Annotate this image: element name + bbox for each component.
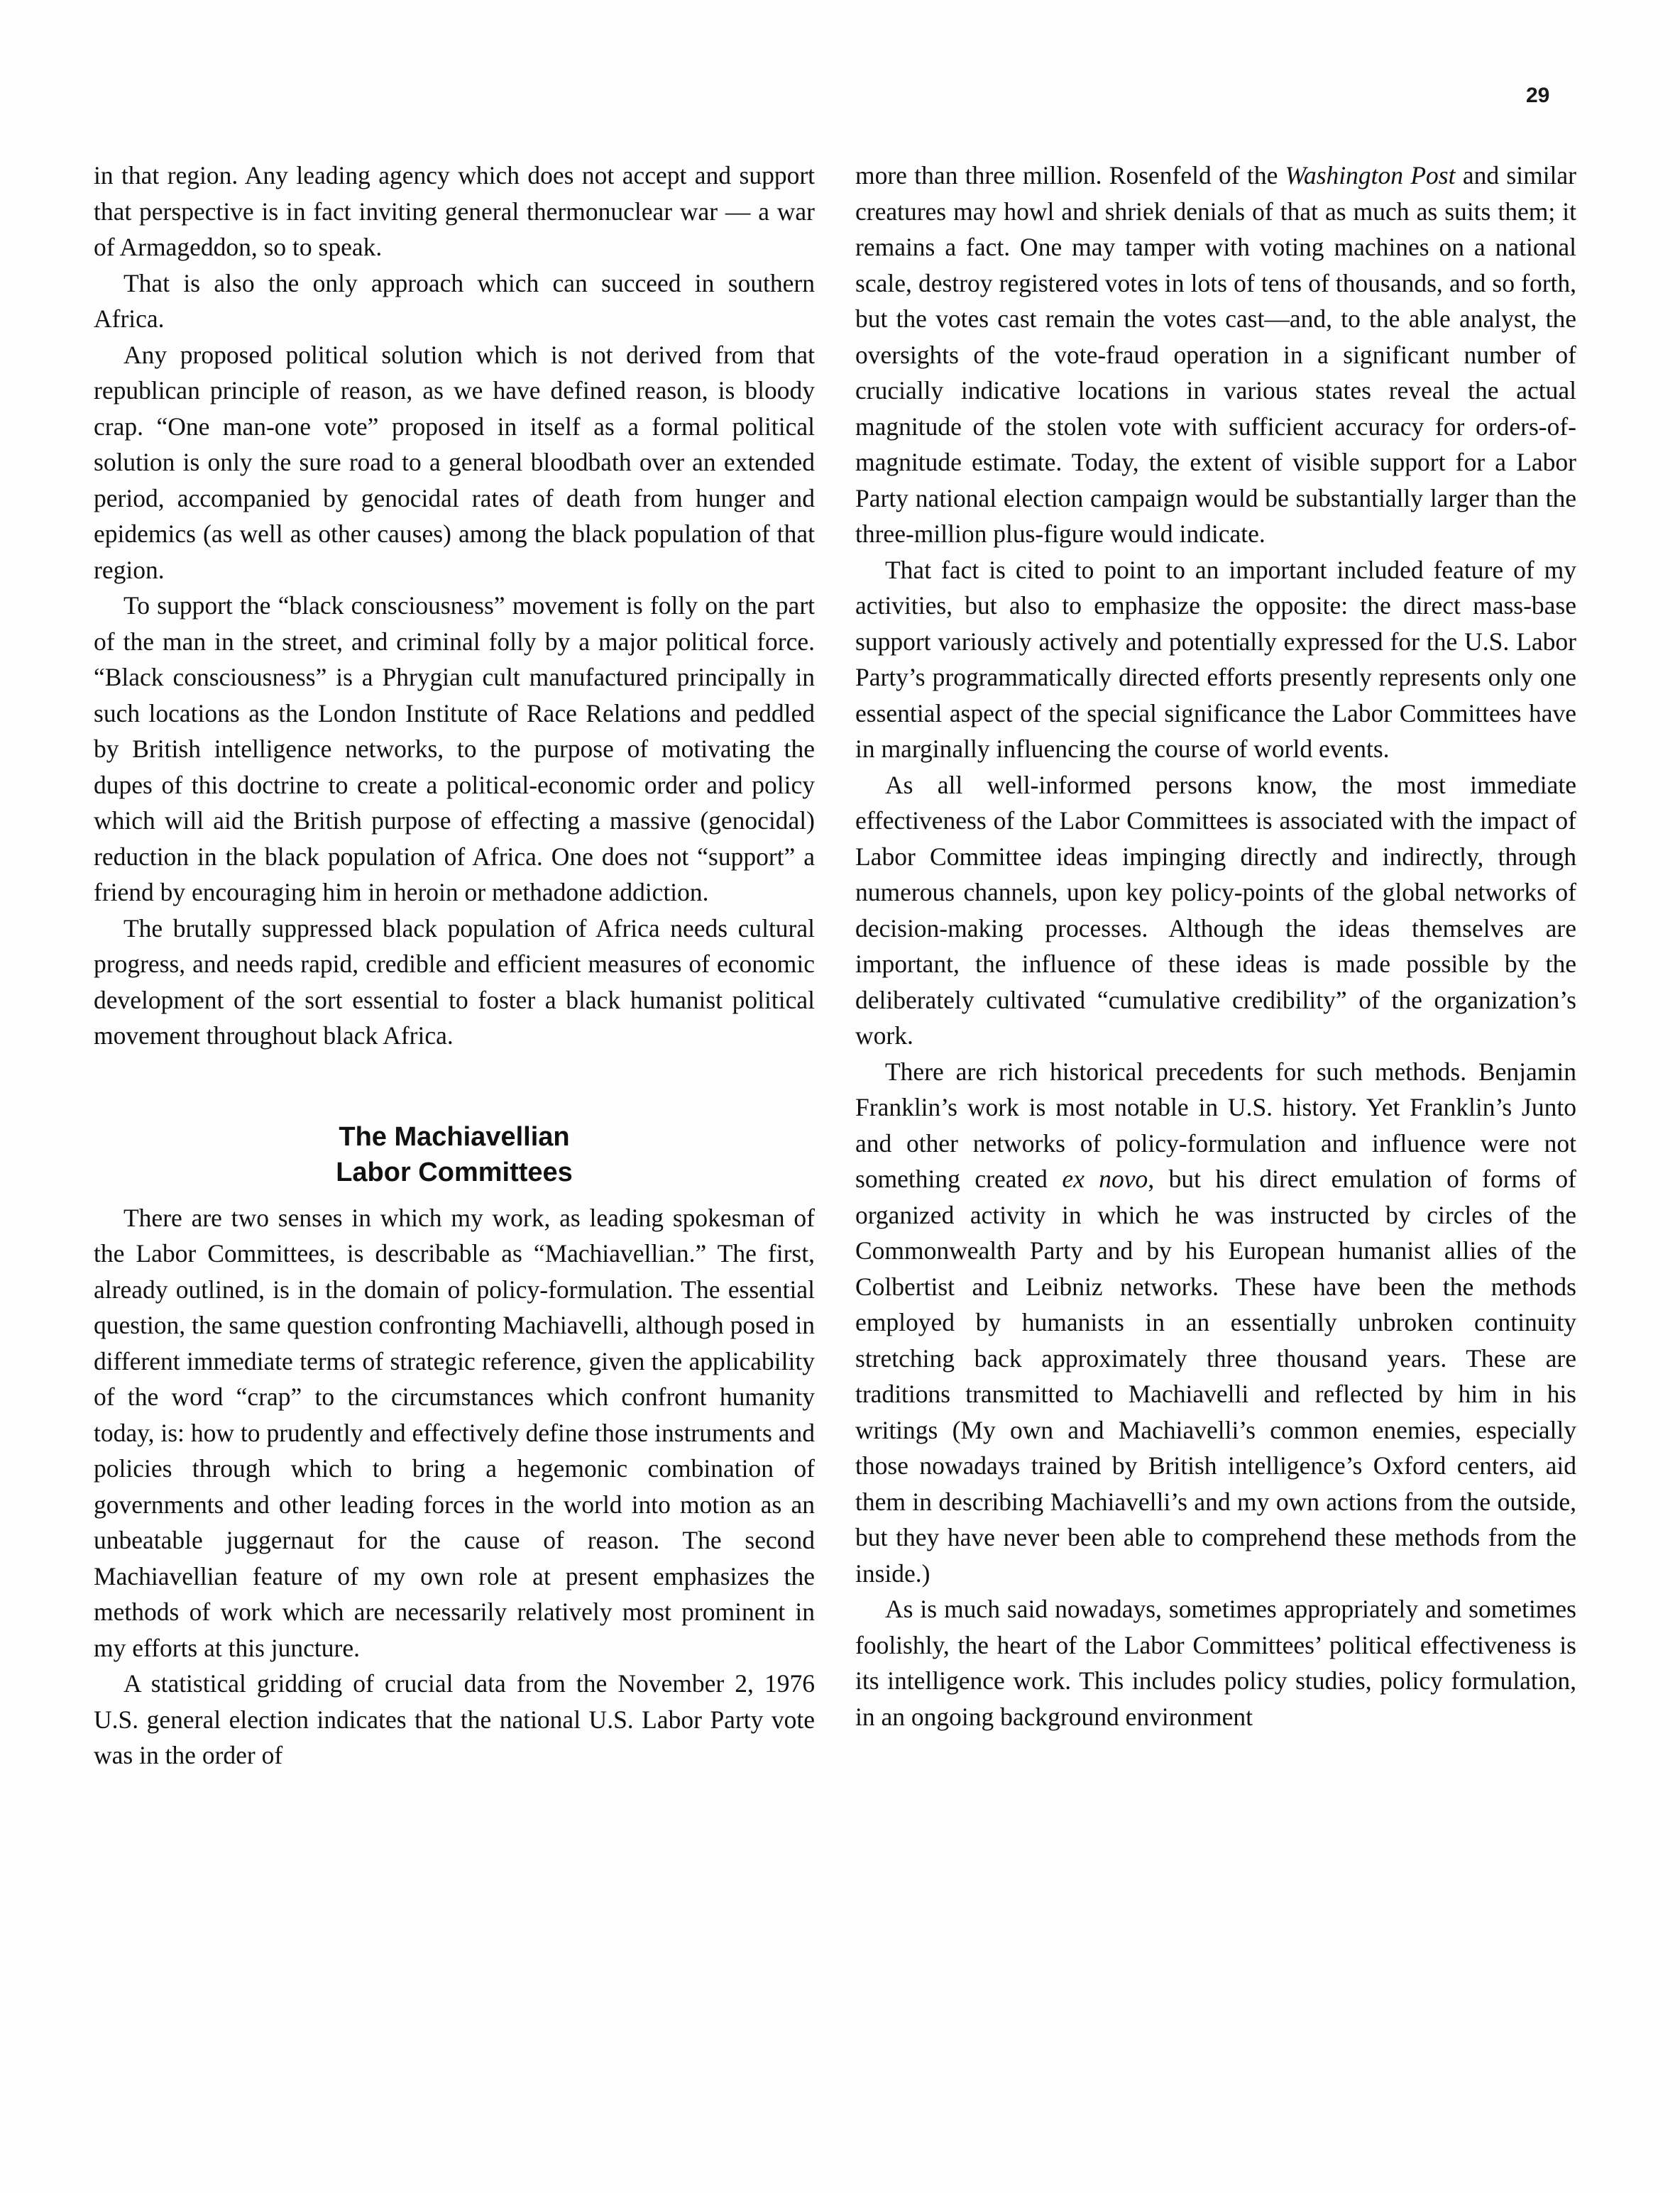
text-run: There are rich historical precedents for such methods. Benjamin Franklin’s work is most notable in U.S. history. Yet Franklin’s Junto and other networks of policy-formulation and influence were not something created xyxy=(855,1057,1576,1193)
italic-text: ex novo xyxy=(1062,1165,1148,1193)
paragraph: Any proposed political solution which is not derived from that republican principle of reason, as we have defined reason, is bloody crap. “One man-one vote” proposed in itself as a formal political solution is only the sure road to a general bloodbath over an extended period, accompanied by genocidal rates of death from hunger and epidemics (as well as other causes) among the black population of that region. xyxy=(94,340,815,584)
section-heading xyxy=(94,1119,815,1190)
paragraph: The brutally suppressed black population of Africa needs cultural progress, and needs rapid, credible and efficient measures of economic development of the sort essential to foster a black humanist political movement throughout black Africa. xyxy=(94,913,815,1050)
right-column xyxy=(855,158,1576,1735)
paragraph: A statistical gridding of crucial data from the November 2, 1976 U.S. general election indicates that the national U.S. Labor Party vote was in the order of xyxy=(94,1669,815,1769)
paragraph: That fact is cited to point to an important included feature of my activities, but also to emphasize the opposite: the direct mass-base support variously actively and potentially expressed for the U.S. Labor Party’s programmatically directed efforts presently represents only one essential aspect of the special significance the Labor Committees have in marginally influencing the course of world events. xyxy=(855,555,1576,763)
paragraph xyxy=(855,158,1576,552)
paragraph: There are two senses in which my work, as leading spokesman of the Labor Committees, is describable as “Machiavellian.” The first, already outlined, is in the domain of policy-formulation. The essential question, the same question confronting Machiavelli, although posed in different immediate terms of strategic reference, given the applicability of the word “crap” to the circumstances which confront humanity today, is: how to prudently and effectively define those instruments and policies through which to bring a hegemonic combination of governments and other leading forces in the world into motion as an unbeatable juggernaut for the cause of reason. The second Machiavellian feature of my own role at present emphasizes the methods of work which are necessarily relatively most prominent in my efforts at this juncture. xyxy=(94,1203,815,1662)
paragraph: in that region. Any leading agency which does not accept and support that perspective is in fact inviting general thermonuclear war — a war of Armageddon, so to speak. xyxy=(94,161,815,261)
text-run: more than three million. Rosenfeld of the xyxy=(855,161,1285,189)
paragraph: That is also the only approach which can succeed in southern Africa. xyxy=(94,268,815,333)
text-run: , but his direct emulation of forms of organized activity in which he was instructed by circles of the Commonwealth Party and by his European humanist allies of the Colbertist and Leibniz networks. These have been the methods employed by humanists in an essentially unbroken continuity stretching back approximately three thousand years. These are traditions transmitted to Machiavelli and reflected by him in his writings (My own and Machiavelli’s common enemies, especially those nowadays trained by British intelligence’s Oxford centers, aid them in describing Machiavelli’s and my own actions from the outside, but they have never been able to comprehend these methods from the inside.) xyxy=(855,1165,1576,1588)
paragraph xyxy=(855,1054,1576,1592)
text-run: and similar creatures may howl and shriek denials of that as much as suits them; it remains a fact. One may tamper with voting machines on a national scale, destroy registered votes in lots of tens of thousands, and so forth, but the votes cast remain the votes cast—and, to the able analyst, the oversights of the vote-fraud operation in a significant number of crucially indicative locations in various states reveal the actual magnitude of the stolen vote with sufficient accuracy for orders-of-magnitude estimate. Today, the extent of visible support for a Labor Party national election campaign would be substantially larger than the three-million plus-figure would indicate. xyxy=(855,161,1577,548)
section-heading-line: Labor Committees xyxy=(336,1157,573,1187)
left-column xyxy=(94,158,815,1774)
paragraph: To support the “black consciousness” movement is folly on the part of the man in the street, and criminal folly by a major political force. “Black consciousness” is a Phrygian cult manufactured principally in such locations as the London Institute of Race Relations and peddled by British intelligence networks, to the purpose of motivating the dupes of this doctrine to create a political-economic order and policy which will aid the British purpose of effecting a massive (genocidal) reduction in the black population of Africa. One does not “support” a friend by encouraging him in heroin or methadone addiction. xyxy=(94,591,815,906)
page-number: 29 xyxy=(1526,84,1550,107)
section-heading-line: The Machiavellian xyxy=(339,1121,570,1152)
paragraph: As all well-informed persons know, the most immediate effectiveness of the Labor Committees is associated with the impact of Labor Committee ideas impinging directly and indirectly, through numerous channels, upon key policy-points of the global networks of decision-making processes. Although the ideas themselves are important, the influence of these ideas is made possible by the deliberately cultivated “cumulative credibility” of the organization’s work. xyxy=(855,770,1576,1050)
paragraph: As is much said nowadays, sometimes appropriately and sometimes foolishly, the heart of the Labor Committees’ political effectiveness is its intelligence work. This includes policy studies, policy formulation, in an ongoing background environment xyxy=(855,1595,1576,1731)
italic-text: Washington Post xyxy=(1285,161,1456,189)
